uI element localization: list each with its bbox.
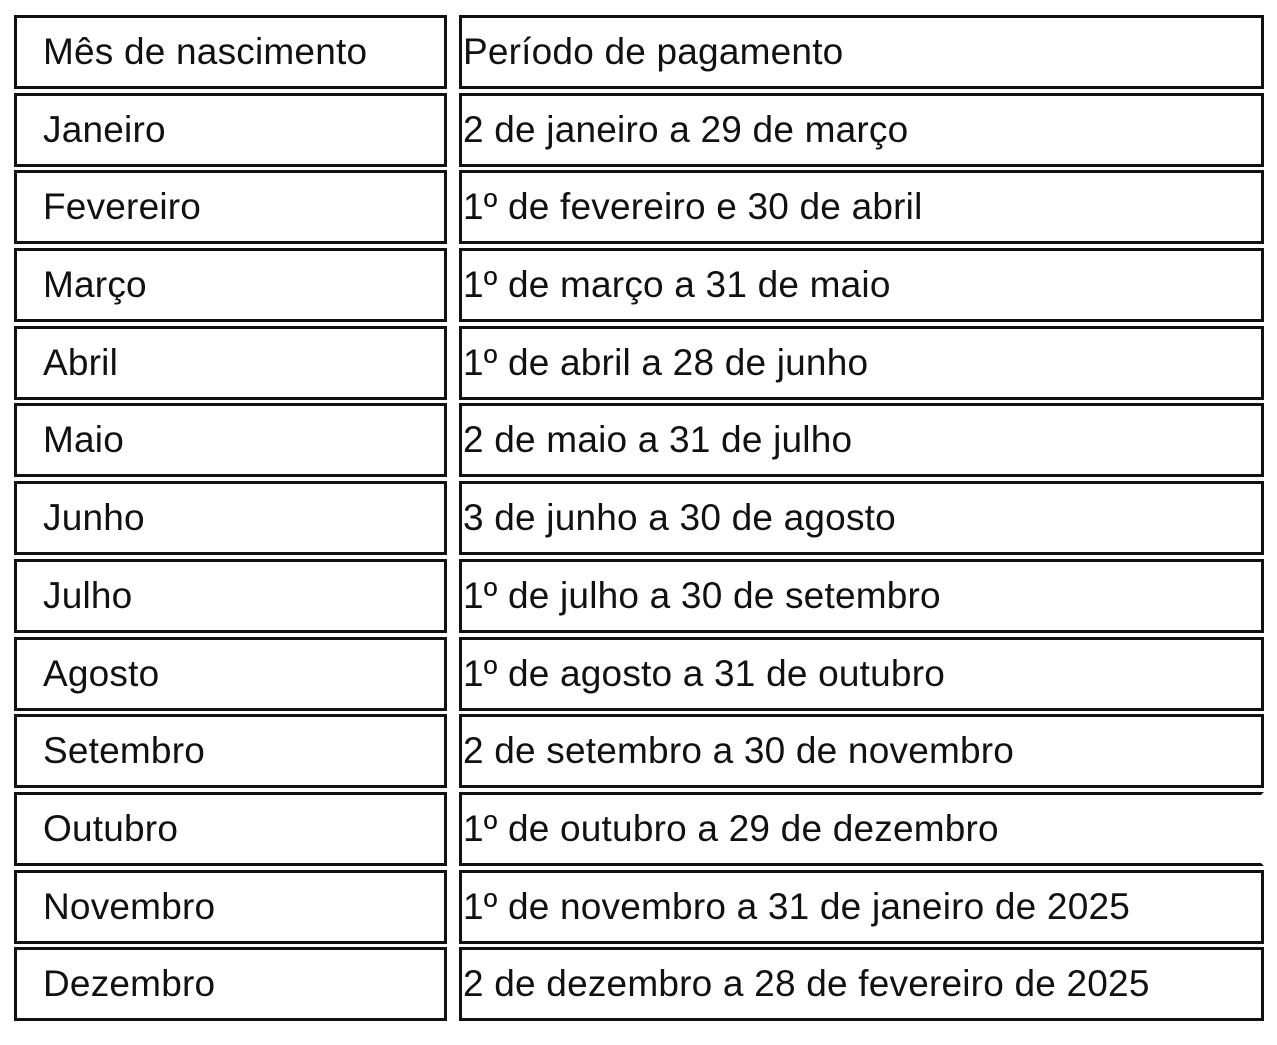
payment-schedule-table [14, 15, 1264, 1025]
period-cell: 2 de maio a 31 de julho [459, 403, 1264, 477]
table-row [14, 248, 1264, 326]
period-cell: 2 de janeiro a 29 de março [459, 93, 1264, 167]
period-cell: 2 de setembro a 30 de novembro [459, 714, 1264, 788]
header-month: Mês de nascimento [14, 15, 447, 89]
table-row [14, 481, 1264, 559]
table-row [14, 559, 1264, 637]
table-row [14, 403, 1264, 481]
period-cell: 1º de fevereiro e 30 de abril [459, 170, 1264, 244]
table-row [14, 637, 1264, 715]
month-cell: Março [14, 248, 447, 322]
table-row [14, 947, 1264, 1025]
month-cell: Junho [14, 481, 447, 555]
period-cell: 1º de março a 31 de maio [459, 248, 1264, 322]
period-cell: 3 de junho a 30 de agosto [459, 481, 1264, 555]
month-cell: Maio [14, 403, 447, 477]
month-cell: Abril [14, 326, 447, 400]
table-row [14, 93, 1264, 171]
month-cell: Agosto [14, 637, 447, 711]
period-cell: 1º de novembro a 31 de janeiro de 2025 [459, 870, 1264, 944]
table-row [14, 792, 1264, 870]
period-cell: 1º de outubro a 29 de dezembro [459, 792, 1264, 866]
month-cell: Novembro [14, 870, 447, 944]
header-period: Período de pagamento [459, 15, 1264, 89]
table-row [14, 870, 1264, 948]
month-cell: Outubro [14, 792, 447, 866]
table-header-row [14, 15, 1264, 93]
table-row [14, 714, 1264, 792]
month-cell: Setembro [14, 714, 447, 788]
period-cell: 1º de julho a 30 de setembro [459, 559, 1264, 633]
table-row [14, 170, 1264, 248]
month-cell: Fevereiro [14, 170, 447, 244]
table-row [14, 326, 1264, 404]
period-cell: 1º de abril a 28 de junho [459, 326, 1264, 400]
period-cell: 2 de dezembro a 28 de fevereiro de 2025 [459, 947, 1264, 1021]
period-cell: 1º de agosto a 31 de outubro [459, 637, 1264, 711]
month-cell: Julho [14, 559, 447, 633]
month-cell: Dezembro [14, 947, 447, 1021]
month-cell: Janeiro [14, 93, 447, 167]
